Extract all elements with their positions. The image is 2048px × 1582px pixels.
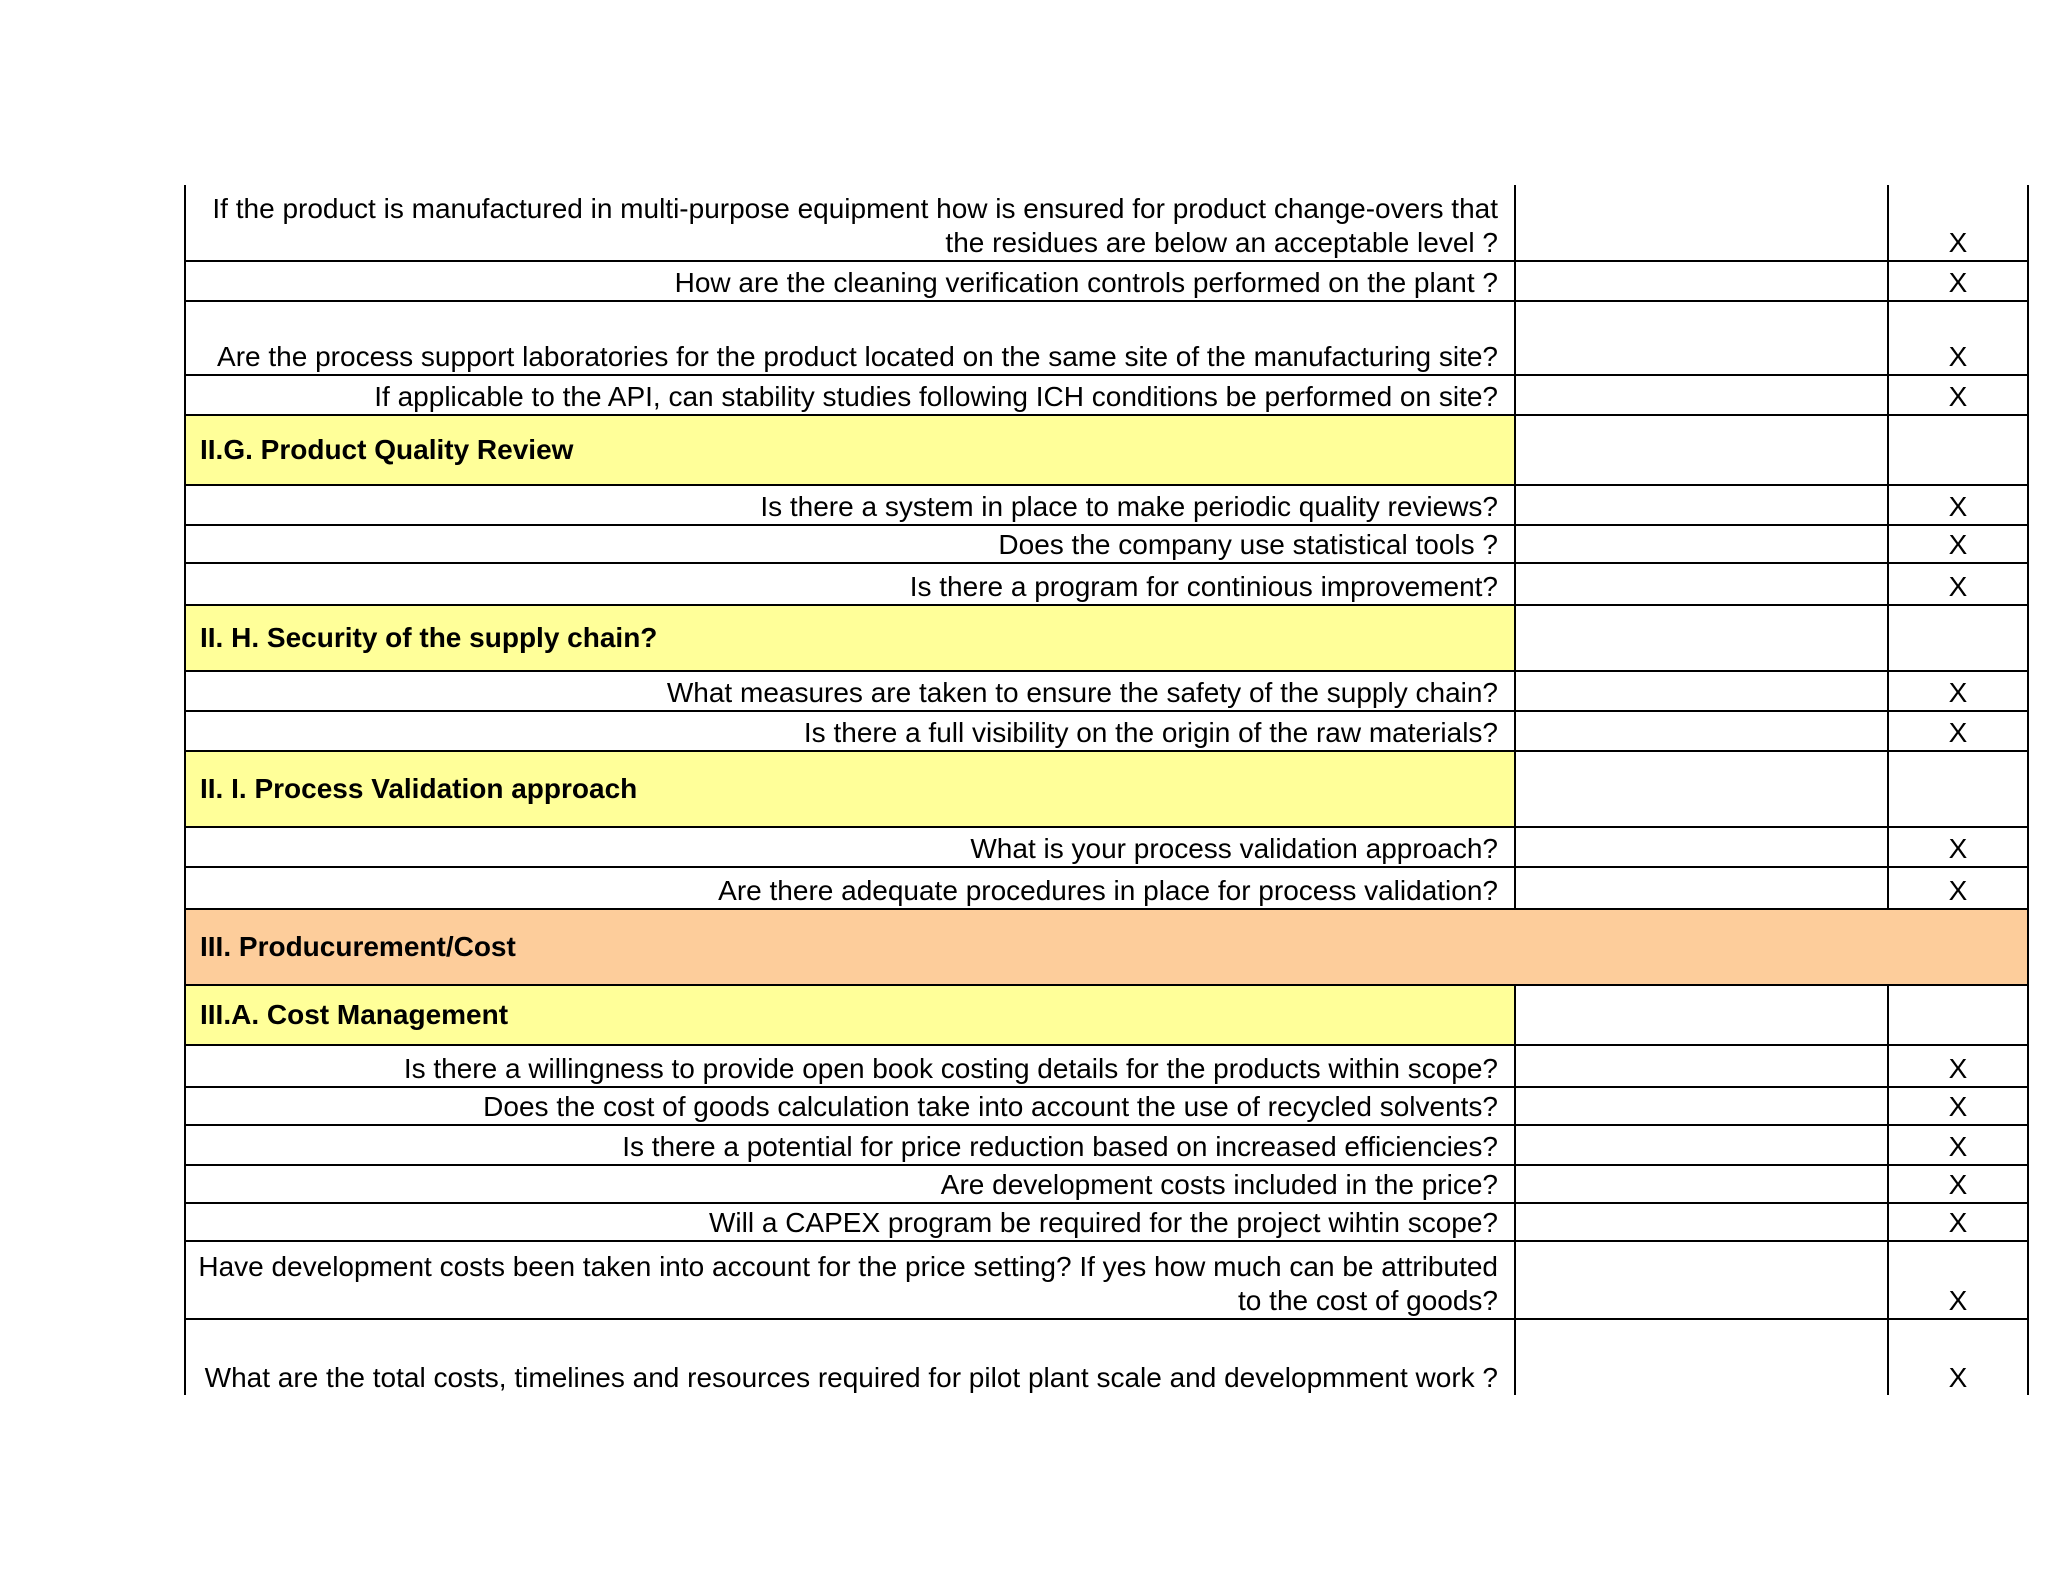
mark-cell: X bbox=[1888, 1087, 2028, 1125]
question-text: Will a CAPEX program be required for the project wihtin scope? bbox=[185, 1203, 1515, 1241]
mark-cell: X bbox=[1888, 671, 2028, 711]
major-section-title: III. Producurement/Cost bbox=[185, 909, 2028, 985]
question-text: Is there a system in place to make periodic quality reviews? bbox=[185, 485, 1515, 525]
question-text: Is there a program for continious improvement? bbox=[185, 563, 1515, 605]
question-row bbox=[185, 185, 2028, 261]
answer-cell bbox=[1515, 485, 1888, 525]
question-text: Are there adequate procedures in place for process validation? bbox=[185, 867, 1515, 909]
question-text: Have development costs been taken into account for the price setting? If yes how much can be attributed to the cost of goods? bbox=[185, 1241, 1515, 1319]
answer-cell bbox=[1515, 827, 1888, 867]
question-text: Are the process support laboratories for the product located on the same site of the manufacturing site? bbox=[185, 301, 1515, 375]
question-text: What measures are taken to ensure the safety of the supply chain? bbox=[185, 671, 1515, 711]
mark-cell: X bbox=[1888, 563, 2028, 605]
question-text: Does the cost of goods calculation take into account the use of recycled solvents? bbox=[185, 1087, 1515, 1125]
answer-cell bbox=[1515, 1125, 1888, 1165]
mark-cell: X bbox=[1888, 1165, 2028, 1203]
mark-cell: X bbox=[1888, 525, 2028, 563]
question-row bbox=[185, 1203, 2028, 1241]
question-row bbox=[185, 1165, 2028, 1203]
question-row bbox=[185, 1241, 2028, 1319]
answer-cell bbox=[1515, 985, 1888, 1045]
mark-cell: X bbox=[1888, 867, 2028, 909]
mark-cell: X bbox=[1888, 1241, 2028, 1319]
answer-cell bbox=[1515, 671, 1888, 711]
section-header-row bbox=[185, 985, 2028, 1045]
answer-cell bbox=[1515, 525, 1888, 563]
section-title: II.G. Product Quality Review bbox=[185, 415, 1515, 485]
answer-cell bbox=[1515, 1087, 1888, 1125]
mark-cell: X bbox=[1888, 827, 2028, 867]
question-text: If applicable to the API, can stability studies following ICH conditions be performed on site? bbox=[185, 375, 1515, 415]
mark-cell: X bbox=[1888, 1045, 2028, 1087]
mark-cell: X bbox=[1888, 301, 2028, 375]
question-row bbox=[185, 375, 2028, 415]
question-row bbox=[185, 1045, 2028, 1087]
answer-cell bbox=[1515, 375, 1888, 415]
answer-cell bbox=[1515, 1165, 1888, 1203]
question-text: How are the cleaning verification controls performed on the plant ? bbox=[185, 261, 1515, 301]
mark-cell: X bbox=[1888, 261, 2028, 301]
answer-cell bbox=[1515, 185, 1888, 261]
answer-cell bbox=[1515, 711, 1888, 751]
answer-cell bbox=[1515, 605, 1888, 671]
answer-cell bbox=[1515, 751, 1888, 827]
mark-cell bbox=[1888, 985, 2028, 1045]
answer-cell bbox=[1515, 867, 1888, 909]
answer-cell bbox=[1515, 1203, 1888, 1241]
answer-cell bbox=[1515, 1319, 1888, 1395]
mark-cell: X bbox=[1888, 185, 2028, 261]
question-row bbox=[185, 261, 2028, 301]
mark-cell: X bbox=[1888, 375, 2028, 415]
answer-cell bbox=[1515, 415, 1888, 485]
question-text: If the product is manufactured in multi-purpose equipment how is ensured for product change-overs that the residues are below an acceptable level ? bbox=[185, 185, 1515, 261]
mark-cell: X bbox=[1888, 485, 2028, 525]
question-text: Is there a full visibility on the origin of the raw materials? bbox=[185, 711, 1515, 751]
question-text: Is there a potential for price reduction based on increased efficiencies? bbox=[185, 1125, 1515, 1165]
question-row bbox=[185, 867, 2028, 909]
question-row bbox=[185, 1319, 2028, 1395]
question-text: What is your process validation approach? bbox=[185, 827, 1515, 867]
question-row bbox=[185, 1087, 2028, 1125]
question-text: Does the company use statistical tools ? bbox=[185, 525, 1515, 563]
answer-cell bbox=[1515, 1241, 1888, 1319]
question-row bbox=[185, 301, 2028, 375]
question-row bbox=[185, 525, 2028, 563]
mark-cell: X bbox=[1888, 711, 2028, 751]
mark-cell: X bbox=[1888, 1125, 2028, 1165]
mark-cell: X bbox=[1888, 1319, 2028, 1395]
answer-cell bbox=[1515, 261, 1888, 301]
section-header-row bbox=[185, 415, 2028, 485]
question-row bbox=[185, 1125, 2028, 1165]
mark-cell bbox=[1888, 605, 2028, 671]
question-row bbox=[185, 711, 2028, 751]
major-section-header-row bbox=[185, 909, 2028, 985]
question-text: Is there a willingness to provide open book costing details for the products within scope? bbox=[185, 1045, 1515, 1087]
section-header-row bbox=[185, 751, 2028, 827]
question-row bbox=[185, 485, 2028, 525]
answer-cell bbox=[1515, 1045, 1888, 1087]
mark-cell: X bbox=[1888, 1203, 2028, 1241]
answer-cell bbox=[1515, 301, 1888, 375]
question-row bbox=[185, 671, 2028, 711]
section-title: II. I. Process Validation approach bbox=[185, 751, 1515, 827]
section-header-row bbox=[185, 605, 2028, 671]
section-title: III.A. Cost Management bbox=[185, 985, 1515, 1045]
question-text: Are development costs included in the price? bbox=[185, 1165, 1515, 1203]
questionnaire-table bbox=[184, 185, 2029, 1395]
answer-cell bbox=[1515, 563, 1888, 605]
question-row bbox=[185, 827, 2028, 867]
section-title: II. H. Security of the supply chain? bbox=[185, 605, 1515, 671]
mark-cell bbox=[1888, 751, 2028, 827]
question-text: What are the total costs, timelines and resources required for pilot plant scale and developmment work ? bbox=[185, 1319, 1515, 1395]
mark-cell bbox=[1888, 415, 2028, 485]
question-row bbox=[185, 563, 2028, 605]
